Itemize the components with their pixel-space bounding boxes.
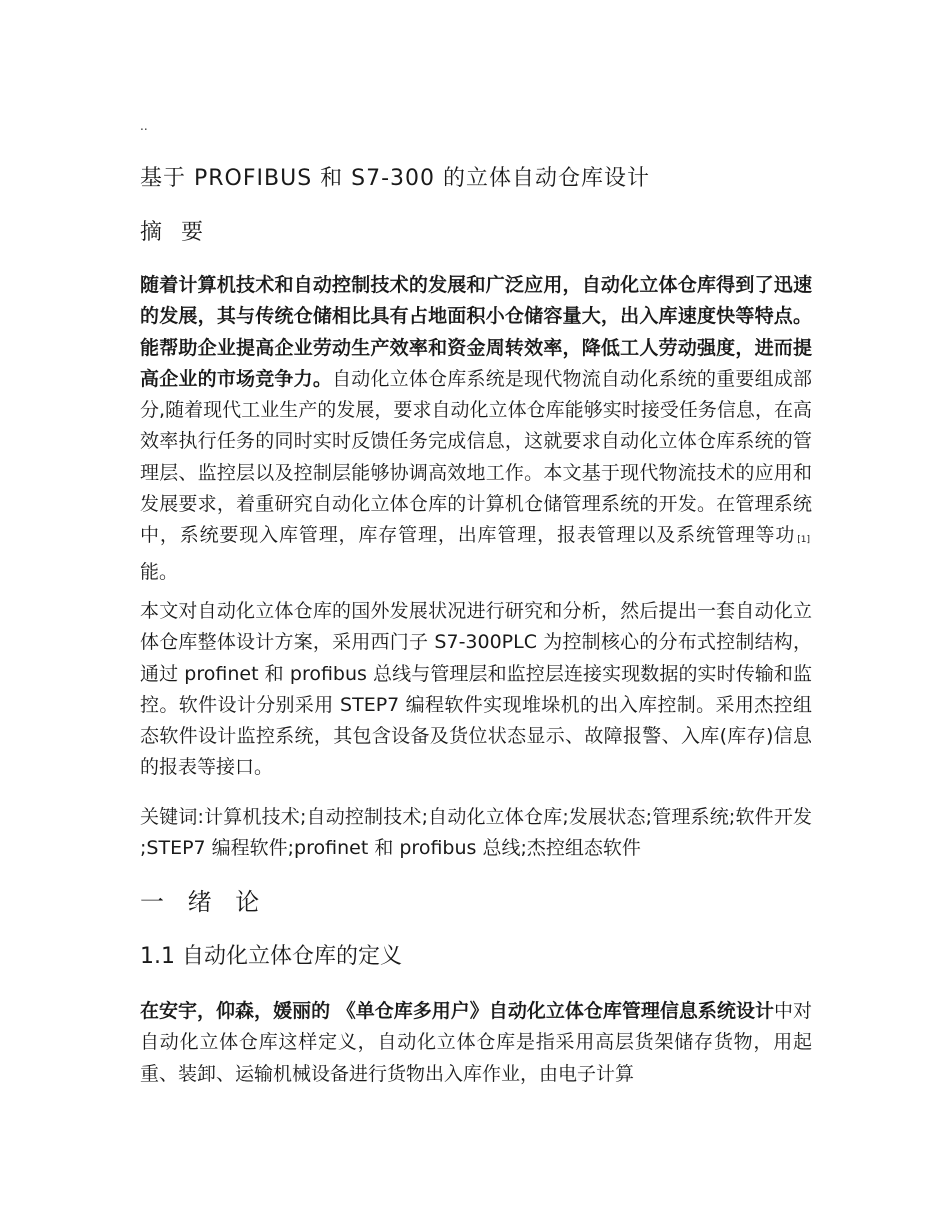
abstract-paragraph — [140, 270, 812, 588]
abstract-end-text: 能。 — [140, 560, 179, 583]
chapter-heading: 一 绪 论 — [140, 888, 268, 916]
abstract-paragraph-2: 本文对自动化立体仓库的国外发展状况进行研究和分析，然后提出一套自动化立体仓库整体设计方案，采用西门子 S7-300PLC 为控制核心的分布式控制结构，通过 profinet 和 profibus 总线与管理层和监控层连接实现数据的实时传输和监控。软件设计分别采用 STEP7 编程软件实现堆垛机的出入库控制。采用杰控组态软件设计监控系统，其包含设备及货位状态显示、故障报警、入库(库存)信息的报表等接口。 — [140, 600, 812, 779]
section-paragraph — [140, 996, 812, 1090]
abstract-bold-text: 随着计算机技术和自动控制技术的发展和广泛应用，自动化立体仓库得到了迅速的发展，其与传统仓储相比具有占地面积小仓储容量大，出入库速度快等特点。能帮助企业提高企业劳动生产效率和资金周转效率，降低工人劳动强度，进而提高企业的市场竞争力。 — [140, 274, 812, 390]
abstract-normal-text: 自动化立体仓库系统是现代物流自动化系统的重要组成部分,随着现代工业生产的发展，要求自动化立体仓库能够实时接受任务信息，在高效率执行任务的同时实时反馈任务完成信息，这就要求自动化立体仓库系统的管理层、监控层以及控制层能够协调高效地工作。本文基于现代物流技术的应用和发展要求，着重研究自动化立体仓库的计算机仓储管理系统的开发。在管理系统中，系统要现入库管理，库存管理，出库管理，报表管理以及系统管理等功 — [140, 367, 812, 547]
citation-ref: [1] — [797, 535, 810, 546]
document-title: 基于 PROFIBUS 和 S7-300 的立体自动仓库设计 — [140, 166, 651, 191]
header-dots: .. — [140, 119, 148, 133]
section-heading: 1.1 自动化立体仓库的定义 — [140, 944, 402, 969]
section-bold-text: 在安宇，仰森，媛丽的 《单仓库多用户》自动化立体仓库管理信息系统设计 — [140, 1000, 774, 1022]
section-normal-text: 中对自动化立体仓库这样定义，自动化立体仓库是指采用高层货架储存货物，用起重、装卸、运输机械设备进行货物出入库作业，由电子计算 — [140, 1000, 812, 1085]
keywords: 关键词:计算机技术;自动控制技术;自动化立体仓库;发展状态;管理系统;软件开发 ;STEP7 编程软件;profinet 和 profibus 总线;杰控组态软件 — [140, 806, 812, 860]
abstract-heading: 摘 要 — [140, 220, 209, 245]
